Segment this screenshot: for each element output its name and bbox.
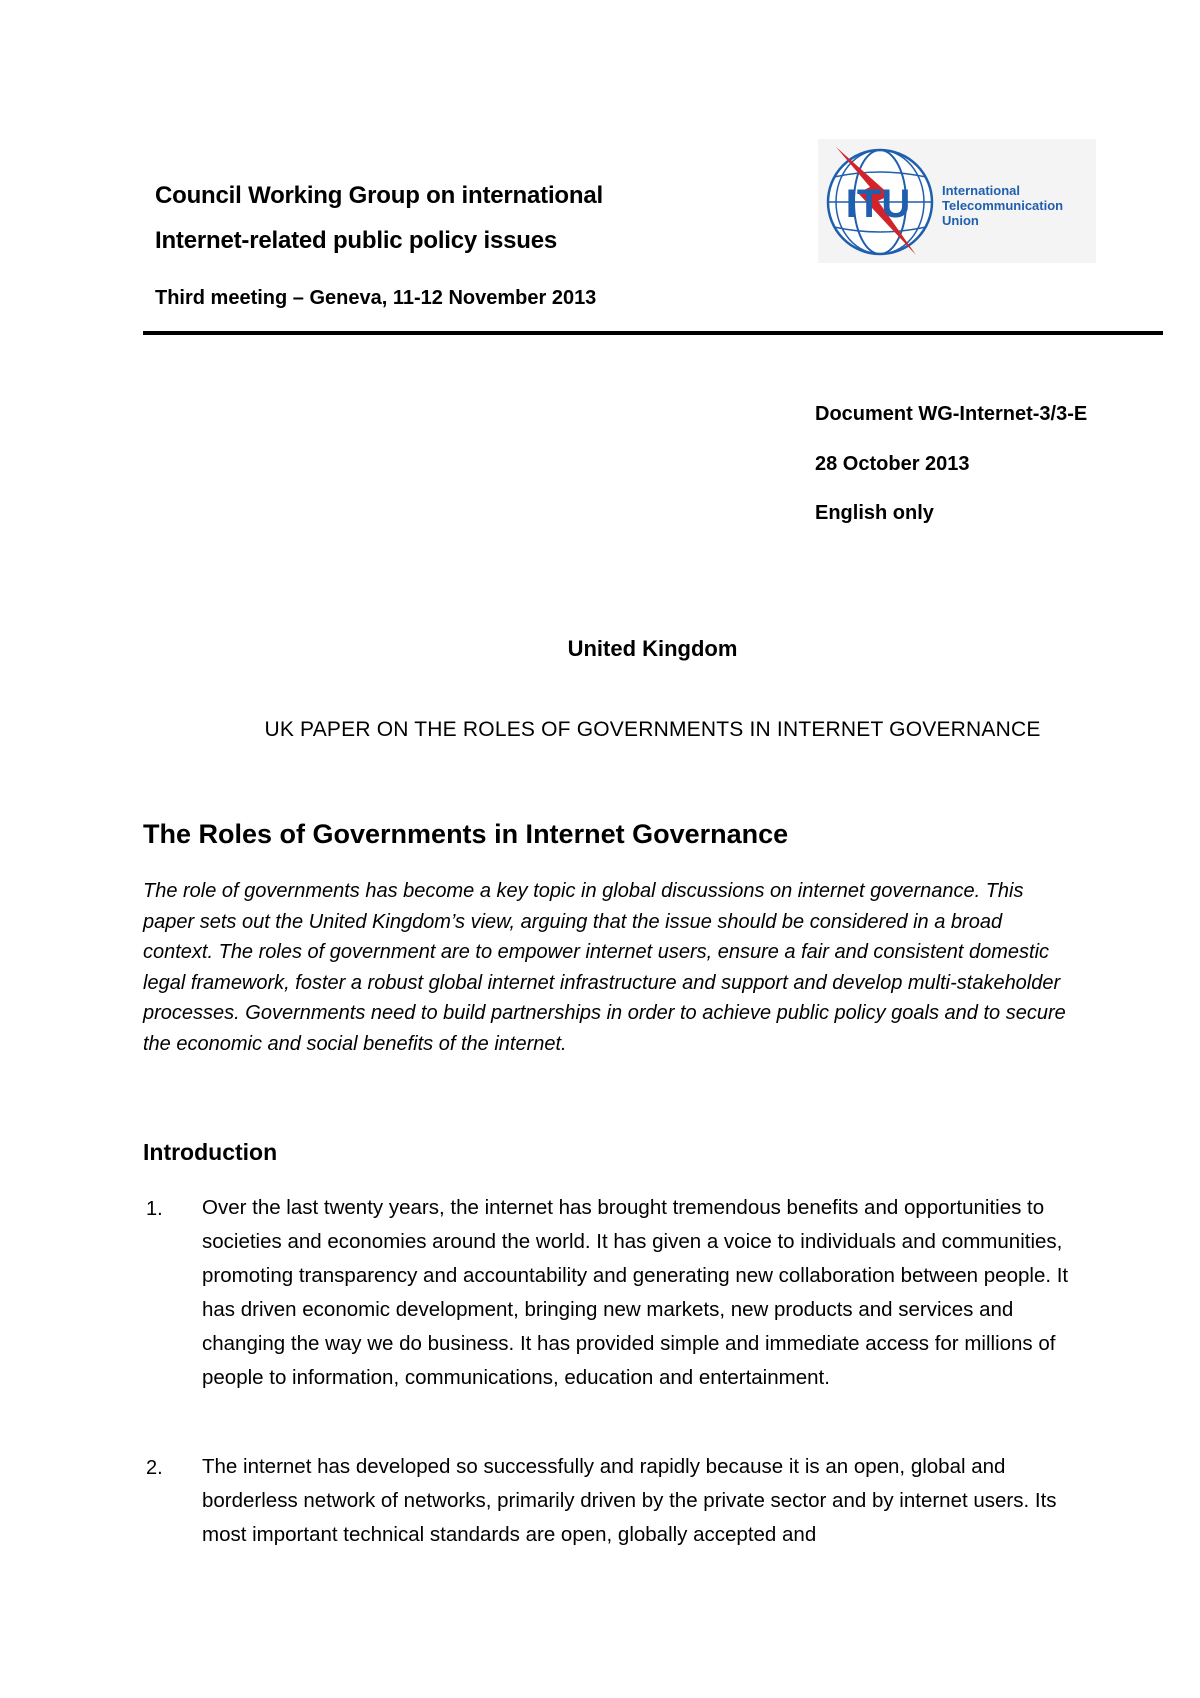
document-number: Document WG-Internet-3/3-E (815, 403, 1088, 425)
paragraph-text: The internet has developed so successfully and rapidly because it is an open, global and borderless network of networks, primarily driven by the private sector and by internet users. Its most important technical standards are open, globally accepted and (202, 1455, 1057, 1546)
paragraph-text: Over the last twenty years, the internet has brought tremendous benefits and opportunities to societies and economies around the world. It has given a voice to individuals and communities, promoting transparency and accountability and generating new collaboration between people. It has driven economic development, bringing new markets, new products and services and changing the way we do business. It has provided simple and immediate access for millions of people to information, communications, education and entertainment. (202, 1196, 1069, 1389)
main-heading: The Roles of Governments in Internet Governance (143, 819, 789, 849)
itu-logo (818, 139, 1096, 263)
document-language: English only (815, 502, 934, 524)
section-heading-introduction: Introduction (143, 1139, 278, 1165)
header-divider (143, 331, 1163, 335)
working-group-title-line-1: Council Working Group on international (155, 182, 603, 209)
logo-line-union: Union (942, 213, 979, 228)
source-country: United Kingdom (567, 636, 738, 661)
logo-line-telecommunication: Telecommunication (942, 198, 1064, 213)
abstract: The role of governments has become a key topic in global discussions on internet governance. This paper sets out the United Kingdom’s view, arguing that the issue should be considered in a broad context. The roles of government are to empower internet users, ensure a fair and consistent domestic legal framework, foster a robust global internet infrastructure and support and develop multi-stakeholder processes. Governments need to build partnerships in order to achieve public policy goals and to secure the economic and social benefits of the internet. (143, 880, 1066, 1055)
logo-line-international: International (942, 183, 1021, 198)
itu-logo-graphic (818, 139, 1096, 263)
document-date: 28 October 2013 (815, 453, 970, 475)
meeting-info: Third meeting – Geneva, 11-12 November 2013 (155, 287, 597, 309)
working-group-title-line-2: Internet-related public policy issues (155, 227, 558, 254)
paragraph-number: 1. (146, 1198, 163, 1220)
document-subject: UK PAPER ON THE ROLES OF GOVERNMENTS IN INTERNET GOVERNANCE (264, 718, 1041, 741)
paragraph-number: 2. (146, 1457, 163, 1479)
logo-acronym: ITU (845, 182, 911, 226)
